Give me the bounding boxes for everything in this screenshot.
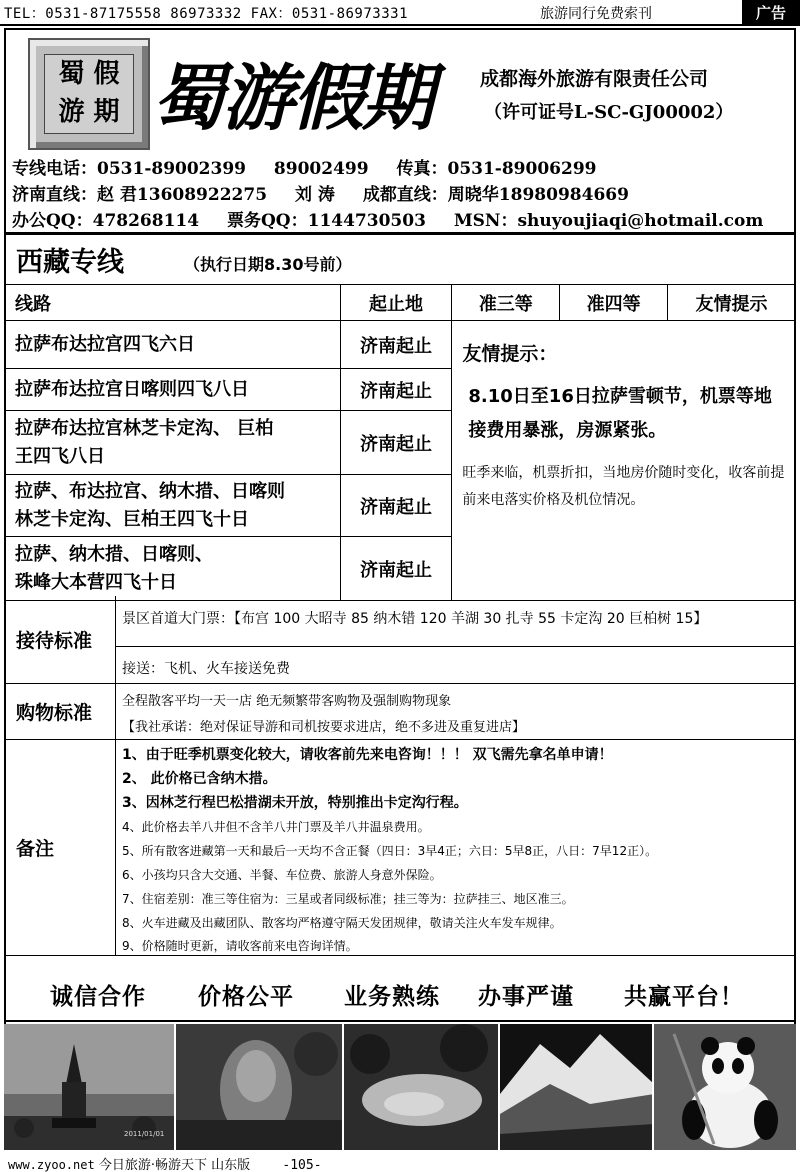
shopping-section: [4, 684, 796, 740]
jinan-direct-2: 刘 涛: [294, 185, 335, 205]
chengdu-direct: 成都直线：周晓华18980984669: [362, 185, 629, 205]
logo-char-4: 期: [93, 97, 120, 127]
jinan-direct: 济南直线：赵 君13608922275: [12, 185, 268, 205]
note-item: 6、小孩均只含大交通、半餐、车位费、旅游人身意外保险。: [122, 868, 442, 882]
slogan-bar: [4, 956, 796, 1022]
route-table: [4, 284, 796, 601]
route-cell: [5, 321, 341, 369]
contact-line-3: [12, 206, 763, 231]
notes-body: [116, 740, 796, 955]
ticket-qq: 票务QQ：1144730503: [227, 211, 426, 231]
company-name: 成都海外旅游有限责任公司: [480, 68, 709, 90]
from-cell: 济南起止: [340, 475, 452, 537]
ticket-prices: 景区首道大门票：【布宫 100 大昭寺 85 纳木错 120 羊湖 30 扎寺 55 卡定沟 20 巨柏树 15】: [122, 611, 708, 627]
route-name-cont: 珠峰大本营四飞十日: [15, 571, 177, 593]
ad-badge: 广告: [742, 0, 800, 26]
tip-sub: 旺季来临，机票折扣，当地房价随时变化，收客前提前来电落实价格及机位情况。: [462, 465, 785, 508]
photo-temple: [4, 1024, 176, 1150]
slogan-item: 诚信合作: [50, 984, 146, 1010]
header-route: 线路: [5, 285, 341, 321]
shopping-line-1: 全程散客平均一天一店 绝无频繁带客购物及强制购物现象: [122, 694, 452, 709]
contact-line-1: [12, 154, 596, 179]
route-name-cont: 林芝卡定沟、巨柏王四飞十日: [15, 508, 249, 530]
shopping-label: 购物标准: [4, 684, 116, 739]
from-cell: 济南起止: [340, 321, 452, 369]
page-number: -105-: [282, 1158, 322, 1172]
brand-title: 蜀游假期: [152, 55, 433, 140]
photo-jiuzhai: [344, 1024, 500, 1150]
logo-char-2: 假: [93, 59, 120, 89]
shopping-body: [116, 684, 796, 739]
note-item: 3、因林芝行程巴松措湖未开放，特别推出卡定沟行程。: [122, 795, 468, 811]
transfer-note: 接送：飞机、火车接送免费: [122, 661, 290, 677]
section-title: 西藏专线: [16, 247, 124, 278]
route-name: 拉萨布达拉宫四飞六日: [15, 333, 195, 355]
header-tel-fax: TEL：0531-87175558 86973332 FAX：0531-86973331: [4, 6, 409, 22]
header-from: 起止地: [340, 285, 452, 321]
reception-label: 接待标准: [4, 596, 116, 683]
header-class-4: 准四等: [560, 285, 668, 321]
contact-line-2: [12, 180, 629, 205]
reception-body: [116, 596, 796, 683]
footer: [8, 1154, 322, 1172]
route-name: 拉萨布达拉宫日喀则四飞八日: [15, 378, 249, 400]
from-cell: 济南起止: [340, 537, 452, 601]
reception-section: [4, 596, 796, 684]
inner-divider: [116, 646, 796, 647]
free-index-text: 旅游同行免费索刊: [540, 6, 652, 22]
table-row: [5, 321, 796, 369]
notes-label: 备注: [4, 740, 116, 955]
note-item: 5、所有散客进藏第一天和最后一天均不含正餐（四日：3早4正；六日：5早8正，八日：7早12正）。: [122, 844, 658, 858]
logo-inner: [44, 54, 134, 134]
fax: 传真：0531-89006299: [396, 159, 597, 179]
photo-panda: [654, 1024, 796, 1150]
note-item: 8、火车进藏及出藏团队、散客均严格遵守隔天发团规律，敬请关注火车发车规律。: [122, 916, 562, 930]
license-number: （许可证号L-SC-GJ00002）: [484, 102, 734, 123]
photo-buddha: [176, 1024, 344, 1150]
note-item: 4、此价格去羊八井但不含羊八井门票及羊八井温泉费用。: [122, 820, 430, 834]
route-name-cont: 王四飞八日: [15, 445, 105, 467]
divider: [4, 232, 796, 235]
note-item: 9、价格随时更新，请收客前来电咨询详情。: [122, 939, 358, 953]
header-tips: 友情提示: [668, 285, 796, 321]
tip-title: 友情提示：: [462, 343, 558, 365]
footer-url: www.zyoo.net: [8, 1158, 95, 1172]
logo-char-1: 蜀: [58, 59, 85, 89]
photo-mountain: [500, 1024, 654, 1150]
slogan-item: 共赢平台！: [624, 984, 744, 1010]
route-name: 拉萨布达拉宫林芝卡定沟、 巨柏: [15, 417, 274, 439]
route-cell: [5, 411, 341, 475]
tip-cell: [452, 321, 796, 601]
table-header: [5, 285, 796, 321]
footer-text: 今日旅游·畅游天下 山东版: [98, 1158, 251, 1172]
note-item: 2、 此价格已含纳木措。: [122, 771, 277, 787]
msn: MSN：shuyoujiaqi@hotmail.com: [453, 211, 764, 231]
route-cell: [5, 537, 341, 601]
slogan-item: 业务熟练: [344, 984, 440, 1010]
from-cell: 济南起止: [340, 411, 452, 475]
slogan-item: 价格公平: [198, 984, 294, 1010]
route-cell: [5, 475, 341, 537]
logo: [28, 38, 150, 150]
logo-char-3: 游: [58, 97, 85, 127]
note-item: 7、住宿差别：准三等住宿为：三星或者同级标准；挂三等为：拉萨挂三、地区准三。: [122, 892, 574, 906]
shopping-line-2: 【我社承诺：绝对保证导游和司机按要求进店，绝不多进及重复进店】: [122, 720, 526, 735]
slogan-item: 办事严谨: [478, 984, 574, 1010]
route-cell: [5, 369, 341, 411]
tip-main: 8.10日至16日拉萨雪顿节，机票等地接费用暴涨，房源紧张。: [468, 386, 772, 441]
notes-section: [4, 740, 796, 956]
hotline: 专线电话：0531-89002399: [12, 159, 246, 179]
hotline-2: 89002499: [273, 159, 369, 179]
section-subtitle: （执行日期8.30号前）: [184, 255, 352, 274]
photo-date: 2011/01/01: [124, 1130, 165, 1138]
header-class-3: 准三等: [452, 285, 560, 321]
photo-strip: [4, 1024, 796, 1150]
route-name: 拉萨、布达拉宫、纳木措、日喀则: [15, 480, 285, 502]
route-name: 拉萨、纳木措、日喀则、: [15, 543, 213, 565]
from-cell: 济南起止: [340, 369, 452, 411]
top-strip: [0, 0, 800, 26]
office-qq: 办公QQ：478268114: [12, 211, 200, 231]
note-item: 1、由于旺季机票变化较大，请收客前先来电咨询！！！ 双飞需先拿名单申请！: [122, 747, 613, 763]
